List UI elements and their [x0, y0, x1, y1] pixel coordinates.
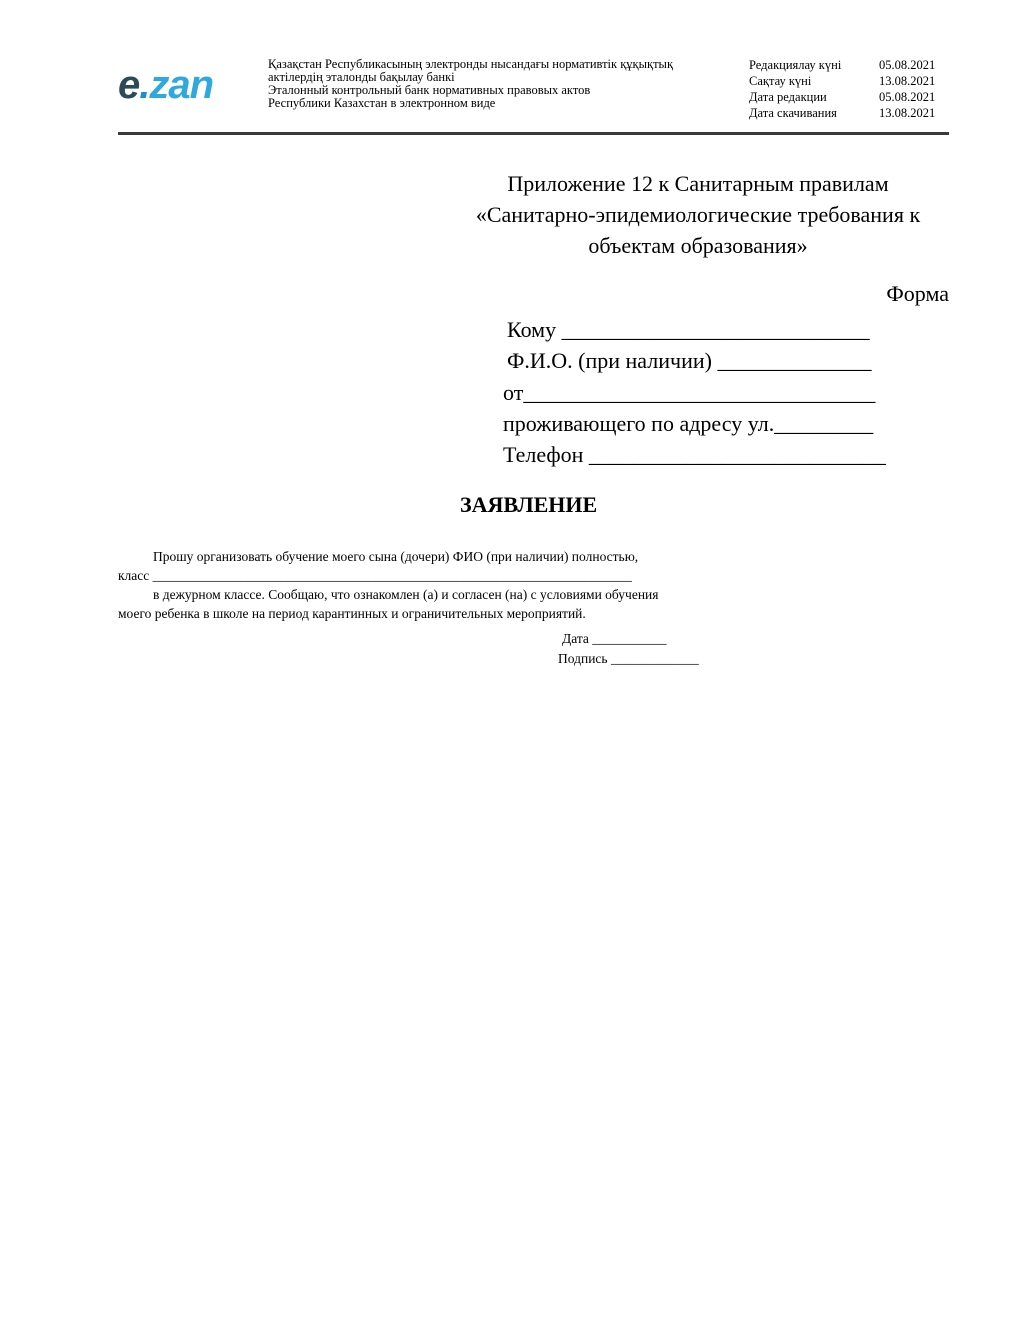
org-line: Эталонный контрольный банк нормативных правовых актов — [268, 83, 591, 97]
document-title: ЗАЯВЛЕНИЕ — [460, 492, 598, 517]
date-label: Редакциялау күні — [749, 58, 842, 72]
sender-phone-line: Телефон ___________________________ — [503, 442, 886, 467]
date-value: 05.08.2021 — [879, 58, 936, 72]
org-line: актілердің эталонды бақылау банкі — [268, 70, 455, 84]
body-line: Прошу организовать обучение моего сына (дочери) ФИО (при наличии) полностью, — [153, 549, 639, 564]
header-org-text — [268, 58, 728, 110]
logo-dot: . — [139, 63, 150, 107]
date-label: Дата редакции — [749, 90, 827, 104]
date-value: 13.08.2021 — [879, 106, 936, 120]
date-row — [749, 89, 941, 105]
date-field-line: Дата ___________ — [562, 631, 667, 646]
date-value: 13.08.2021 — [879, 74, 936, 88]
appendix-line: Приложение 12 к Санитарным правилам — [507, 171, 889, 196]
header-divider — [118, 132, 949, 135]
date-value: 05.08.2021 — [879, 90, 936, 104]
body-line: класс _______________________________________________________________________ — [118, 568, 632, 583]
appendix-heading — [450, 168, 946, 261]
signature-field-line: Подпись _____________ — [558, 651, 699, 666]
header-dates — [749, 57, 941, 121]
date-row — [749, 73, 941, 89]
sender-line: от________________________________ — [503, 380, 876, 405]
form-label: Форма — [886, 281, 949, 306]
org-line: Қазақстан Республикасының электронды нысандағы нормативтік құқықтық — [268, 57, 674, 71]
body-line: в дежурном классе. Сообщаю, что ознакомлен (а) и согласен (на) с условиями обучения — [153, 587, 659, 602]
sender-address-line: проживающего по адресу ул._________ — [503, 411, 874, 436]
appendix-line: «Санитарно-эпидемиологические требования к — [475, 202, 921, 227]
body-line: моего ребенка в школе на период карантинных и ограничительных мероприятий. — [118, 606, 586, 621]
ezan-logo — [118, 60, 238, 110]
logo-zan: zan — [149, 63, 214, 107]
addressee-line: Кому ____________________________ — [507, 317, 870, 342]
date-label: Дата скачивания — [749, 106, 837, 120]
date-row — [749, 57, 941, 73]
org-line: Республики Казахстан в электронном виде — [268, 96, 496, 110]
date-row — [749, 105, 941, 121]
addressee-name-line: Ф.И.О. (при наличии) ______________ — [507, 348, 872, 373]
date-label: Сақтау күні — [749, 74, 812, 88]
logo-e: e — [118, 63, 140, 107]
appendix-line: объектам образования» — [588, 233, 808, 258]
